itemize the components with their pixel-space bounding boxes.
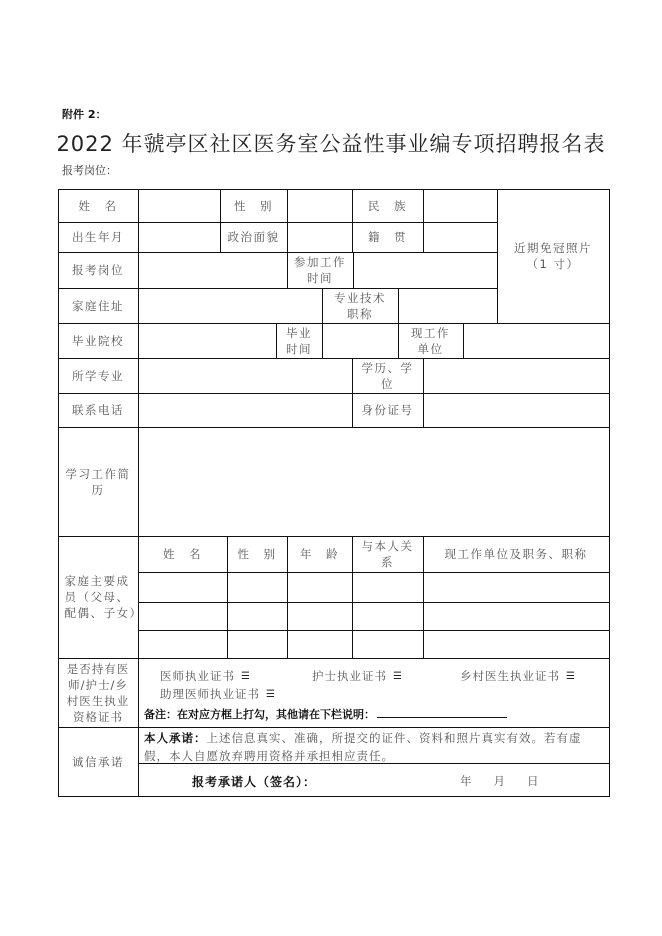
- label-apply-post: 报考岗位: [58, 252, 139, 289]
- field-school[interactable]: [138, 323, 277, 359]
- label-degree: 学历、学 位: [352, 358, 424, 394]
- field-resume[interactable]: [138, 427, 610, 537]
- field-degree[interactable]: [423, 358, 610, 394]
- family-cell-unit[interactable]: [423, 630, 610, 659]
- family-cell-name[interactable]: [138, 630, 228, 659]
- family-cell-relation[interactable]: [352, 602, 424, 631]
- promise-text: 上述信息真实、准确，所提交的证件、资料和照片真实有效。若有虚假，本人自愿放弃聘用资格并承担相应责任。: [144, 731, 582, 763]
- cert-label: 护士执业证书: [312, 669, 387, 683]
- label-professional-title: 专业技术 职称: [322, 288, 399, 324]
- family-cell-age[interactable]: [287, 602, 353, 631]
- family-header-gender: 性 别: [227, 536, 288, 573]
- family-cell-name[interactable]: [138, 602, 228, 631]
- label-school: 毕业院校: [58, 323, 139, 359]
- label-native: 籍 贯: [352, 222, 424, 253]
- label-ethnicity: 民 族: [352, 189, 424, 223]
- label-grad-time: 毕业 时间: [276, 323, 323, 359]
- cert-option-physician[interactable]: [160, 668, 251, 684]
- field-apply-post[interactable]: [138, 252, 288, 289]
- field-id-number[interactable]: [423, 393, 610, 428]
- family-cell-relation[interactable]: [352, 630, 424, 659]
- apply-post-label: 报考岗位：: [62, 164, 117, 177]
- checkbox-icon[interactable]: ☰: [266, 689, 276, 700]
- label-integrity: 诚信承诺: [58, 727, 139, 797]
- family-cell-relation[interactable]: [352, 572, 424, 603]
- field-political[interactable]: [287, 222, 353, 253]
- label-certificates: 是否持有医 师/护士/乡 村医生执业 资格证书: [58, 658, 139, 728]
- field-work-start[interactable]: [353, 252, 498, 289]
- family-cell-age[interactable]: [287, 630, 353, 659]
- label-political: 政治面貌: [220, 222, 288, 253]
- label-id-number: 身份证号: [352, 393, 424, 428]
- label-address: 家庭住址: [58, 288, 139, 324]
- field-grad-time[interactable]: [322, 323, 399, 359]
- field-ethnicity[interactable]: [423, 189, 498, 223]
- date-day: 日: [527, 774, 539, 788]
- field-birth[interactable]: [138, 222, 221, 253]
- family-cell-unit[interactable]: [423, 572, 610, 603]
- date-month: 月: [493, 774, 505, 788]
- family-cell-gender[interactable]: [227, 572, 288, 603]
- label-birth: 出生年月: [58, 222, 139, 253]
- family-cell-gender[interactable]: [227, 630, 288, 659]
- cert-option-nurse[interactable]: [312, 668, 403, 684]
- family-cell-name[interactable]: [138, 572, 228, 603]
- checkbox-icon[interactable]: ☰: [566, 671, 576, 682]
- attachment-label: 附件 2：: [62, 108, 107, 121]
- label-gender: 性 别: [220, 189, 288, 223]
- cert-label: 助理医师执业证书: [160, 687, 260, 701]
- cert-note-text: 备注：在对应方框上打勾，其他请在下栏说明：: [144, 708, 375, 721]
- family-cell-age[interactable]: [287, 572, 353, 603]
- promise-bold: 本人承诺：: [144, 731, 207, 745]
- label-phone: 联系电话: [58, 393, 139, 428]
- photo-box[interactable]: 近期免冠照片 （1 寸）: [497, 189, 610, 324]
- cert-option-assistant-physician[interactable]: [160, 686, 276, 702]
- label-current-unit: 现工作 单位: [398, 323, 464, 359]
- checkbox-icon[interactable]: ☰: [393, 671, 403, 682]
- family-header-age: 年 龄: [287, 536, 353, 573]
- cert-label: 医师执业证书: [160, 669, 235, 683]
- field-professional-title[interactable]: [398, 288, 498, 324]
- signer-label: 报考承诺人（签名）：: [192, 775, 317, 789]
- field-native[interactable]: [423, 222, 498, 253]
- label-work-start: 参加工作 时间: [287, 252, 354, 289]
- checkbox-icon[interactable]: ☰: [241, 671, 251, 682]
- field-major[interactable]: [138, 358, 353, 394]
- family-header-name: 姓 名: [138, 536, 228, 573]
- promise-statement: [144, 729, 606, 765]
- sign-date[interactable]: [460, 773, 561, 789]
- label-resume: 学习工作简 历: [58, 427, 139, 537]
- cert-other-input[interactable]: [377, 707, 507, 718]
- cert-option-village-doctor[interactable]: [460, 668, 576, 684]
- form-title: 2022 年虢亭区社区医务室公益性事业编专项招聘报名表: [56, 132, 606, 156]
- family-header-unit: 现工作单位及职务、职称: [423, 536, 610, 573]
- family-cell-gender[interactable]: [227, 602, 288, 631]
- label-name: 姓 名: [58, 189, 139, 223]
- field-current-unit[interactable]: [463, 323, 610, 359]
- cert-label: 乡村医生执业证书: [460, 669, 560, 683]
- field-name[interactable]: [138, 189, 221, 223]
- family-cell-unit[interactable]: [423, 602, 610, 631]
- date-year: 年: [460, 774, 472, 788]
- label-family: 家庭主要成 员（父母、 配偶、子女）: [58, 536, 139, 659]
- label-major: 所学专业: [58, 358, 139, 394]
- family-header-relation: 与本人关 系: [352, 536, 424, 573]
- field-gender[interactable]: [287, 189, 353, 223]
- field-phone[interactable]: [138, 393, 353, 428]
- cert-note: [144, 706, 507, 722]
- field-address[interactable]: [138, 288, 323, 324]
